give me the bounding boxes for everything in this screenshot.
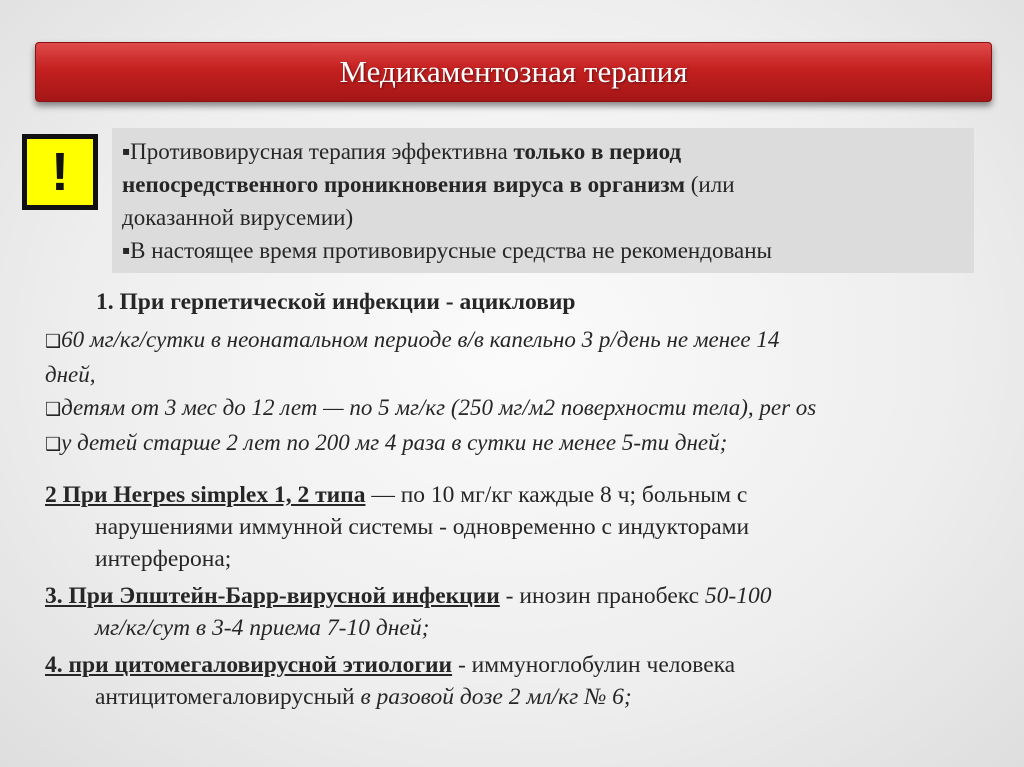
note-box	[112, 128, 974, 273]
warning-sign-icon	[22, 134, 98, 210]
section4	[45, 649, 1005, 713]
exclamation-icon: !	[51, 142, 69, 202]
section3-line-2: мг/кг/сут в 3-4 приема 7-10 дней;	[95, 615, 430, 641]
page-title: Медикаментозная терапия	[339, 54, 688, 89]
section3-line-1: 3. При Эпштейн-Барр-вирусной инфекции - инозин пранобекс 50-100	[45, 583, 772, 609]
section4-line-2: антицитомегаловирусный в разовой дозе 2 мл/кг № 6;	[95, 684, 632, 710]
section1-items	[45, 323, 1000, 461]
note-line-1: ▪Противовирусная терапия эффективна только в период	[122, 139, 682, 164]
section2-heading: 2 При Herpes simplex 1, 2 типа	[45, 482, 366, 508]
section2-line-2: нарушениями иммунной системы - одновременно с индукторами	[95, 514, 750, 540]
note-line-4: ▪В настоящее время противовирусные средства не рекомендованы	[122, 238, 772, 263]
title-bar	[35, 42, 992, 102]
section1-heading: 1. При герпетической инфекции - ацикловир	[96, 289, 576, 315]
section3	[45, 580, 1005, 644]
list-item: ❑60 мг/кг/сутки в неонатальном периоде в/в капельно 3 р/день не менее 14	[45, 327, 780, 352]
list-item: ❑детям от 3 мес до 12 лет — по 5 мг/кг (250 мг/м2 поверхности тела), per os	[45, 395, 817, 420]
section4-line-1: 4. при цитомегаловирусной этиологии - иммуноглобулин человека	[45, 652, 736, 678]
list-item: ❑у детей старше 2 лет по 200 мг 4 раза в сутки не менее 5-ти дней;	[45, 430, 728, 455]
square-bullet-icon: ▪	[122, 144, 131, 158]
section2-line-1: 2 При Herpes simplex 1, 2 типа — по 10 мг/кг каждые 8 ч; больным с	[45, 482, 748, 508]
note-line-2: непосредственного проникновения вируса в организм (или	[122, 172, 735, 197]
checkbox-bullet-icon: ❑	[45, 434, 62, 455]
section3-heading: 3. При Эпштейн-Барр-вирусной инфекции	[45, 583, 500, 609]
checkbox-bullet-icon: ❑	[45, 331, 62, 352]
square-bullet-icon: ▪	[122, 243, 131, 257]
note-line-3: доказанной вирусемии)	[122, 205, 354, 230]
list-item-continuation: дней,	[45, 362, 96, 387]
section2	[45, 479, 1005, 575]
section2-line-3: интерферона;	[95, 546, 232, 572]
checkbox-bullet-icon: ❑	[45, 399, 62, 420]
section4-heading: 4. при цитомегаловирусной этиологии	[45, 652, 453, 678]
